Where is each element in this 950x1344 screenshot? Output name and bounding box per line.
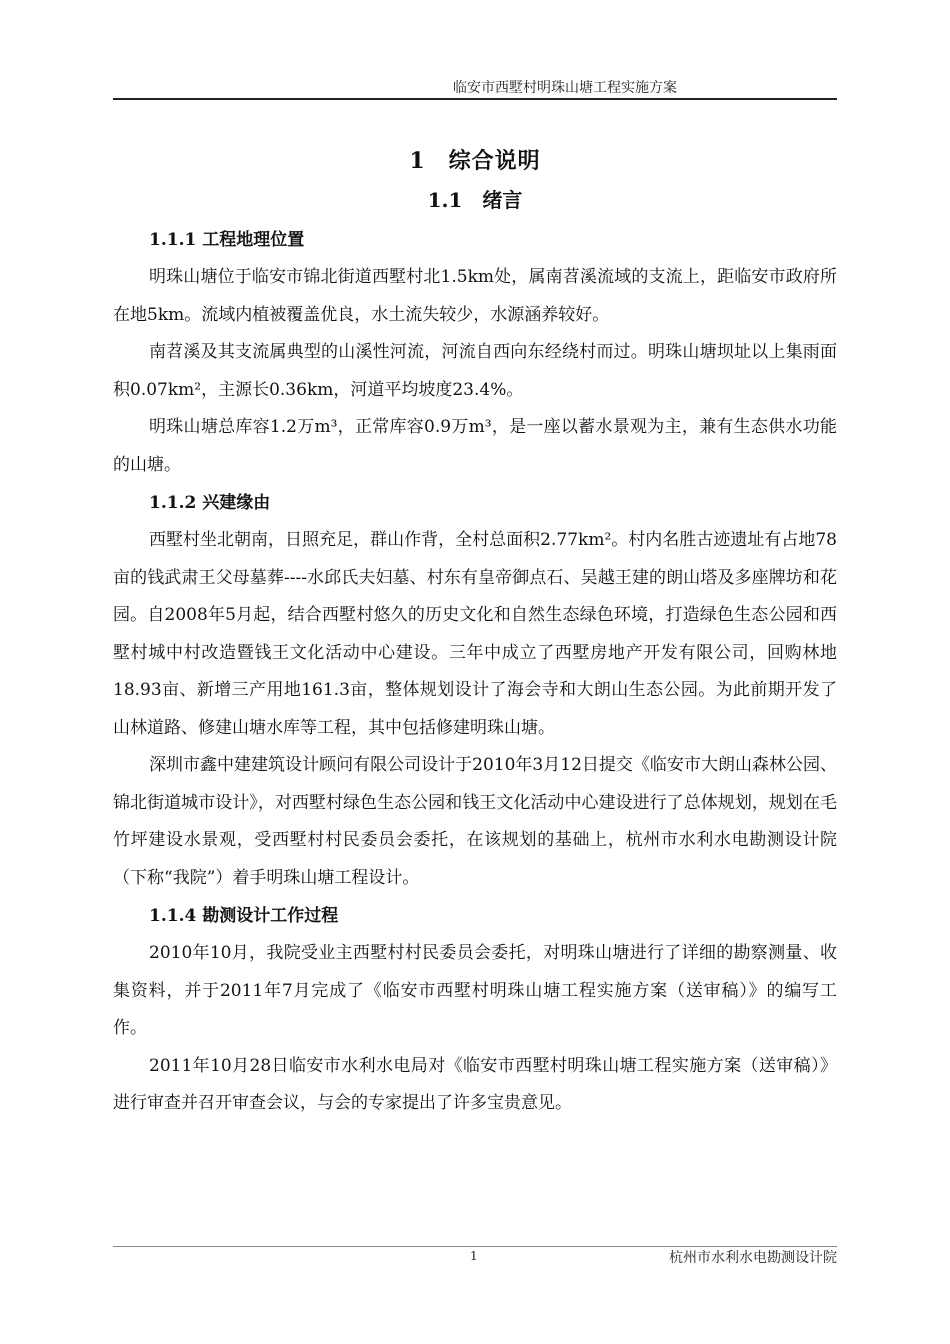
header-title: 临安市西墅村明珠山塘工程实施方案 bbox=[453, 80, 677, 96]
subsection-heading: 1.1.2 兴建缘由 bbox=[149, 493, 271, 513]
paragraph: 南苕溪及其支流属典型的山溪性河流，河流自西向东经绕村而过。明珠山塘坝址以上集雨面积0.07km²，主源长0.36km，河道平均坡度23.4%。 bbox=[113, 342, 837, 400]
document-body bbox=[113, 143, 837, 1123]
section-title: 1.1 绪言 bbox=[427, 188, 523, 212]
subsection-heading: 1.1.4 勘测设计工作过程 bbox=[149, 906, 339, 926]
paragraph: 明珠山塘位于临安市锦北街道西墅村北1.5km处，属南苕溪流域的支流上，距临安市政府所在地5km。流域内植被覆盖优良，水土流失较少，水源涵养较好。 bbox=[113, 267, 837, 325]
subsection-heading: 1.1.1 工程地理位置 bbox=[149, 230, 305, 250]
footer-organization: 杭州市水利水电勘测设计院 bbox=[669, 1250, 837, 1266]
paragraph: 2011年10月28日临安市水利水电局对《临安市西墅村明珠山塘工程实施方案（送审稿）》进行审查并召开审查会议，与会的专家提出了许多宝贵意见。 bbox=[113, 1055, 837, 1113]
chapter-title: 1 综合说明 bbox=[409, 148, 541, 174]
paragraph: 2010年10月，我院受业主西墅村村民委员会委托，对明珠山塘进行了详细的勘察测量、收集资料，并于2011年7月完成了《临安市西墅村明珠山塘工程实施方案（送审稿）》的编写工作。 bbox=[113, 943, 837, 1038]
paragraph: 明珠山塘总库容1.2万m³，正常库容0.9万m³，是一座以蓄水景观为主，兼有生态供水功能的山塘。 bbox=[113, 417, 837, 475]
page-header bbox=[113, 76, 837, 100]
page-number: 1 bbox=[470, 1249, 478, 1263]
paragraph: 深圳市鑫中建建筑设计顾问有限公司设计于2010年3月12日提交《临安市大朗山森林公园、锦北街道城市设计》，对西墅村绿色生态公园和钱王文化活动中心建设进行了总体规划，规划在毛竹坪建设水景观，受西墅村村民委员会委托，在该规划的基础上，杭州市水利水电勘测设计院（下称“我院”）着手明珠山塘工程设计。 bbox=[113, 755, 837, 888]
paragraph: 西墅村坐北朝南，日照充足，群山作背，全村总面积2.77km²。村内名胜古迹遗址有占地78亩的钱武肃王父母墓葬----水邱氏夫妇墓、村东有皇帝御点石、吴越王建的朗山塔及多座牌坊和花园。自2008年5月起，结合西墅村悠久的历史文化和自然生态绿色环境，打造绿色生态公园和西墅村城中村改造暨钱王文化活动中心建设。三年中成立了西墅房地产开发有限公司，回购林地18.93亩、新增三产用地161.3亩，整体规划设计了海会寺和大朗山生态公园。为此前期开发了山林道路、修建山塘水库等工程，其中包括修建明珠山塘。 bbox=[113, 530, 837, 738]
